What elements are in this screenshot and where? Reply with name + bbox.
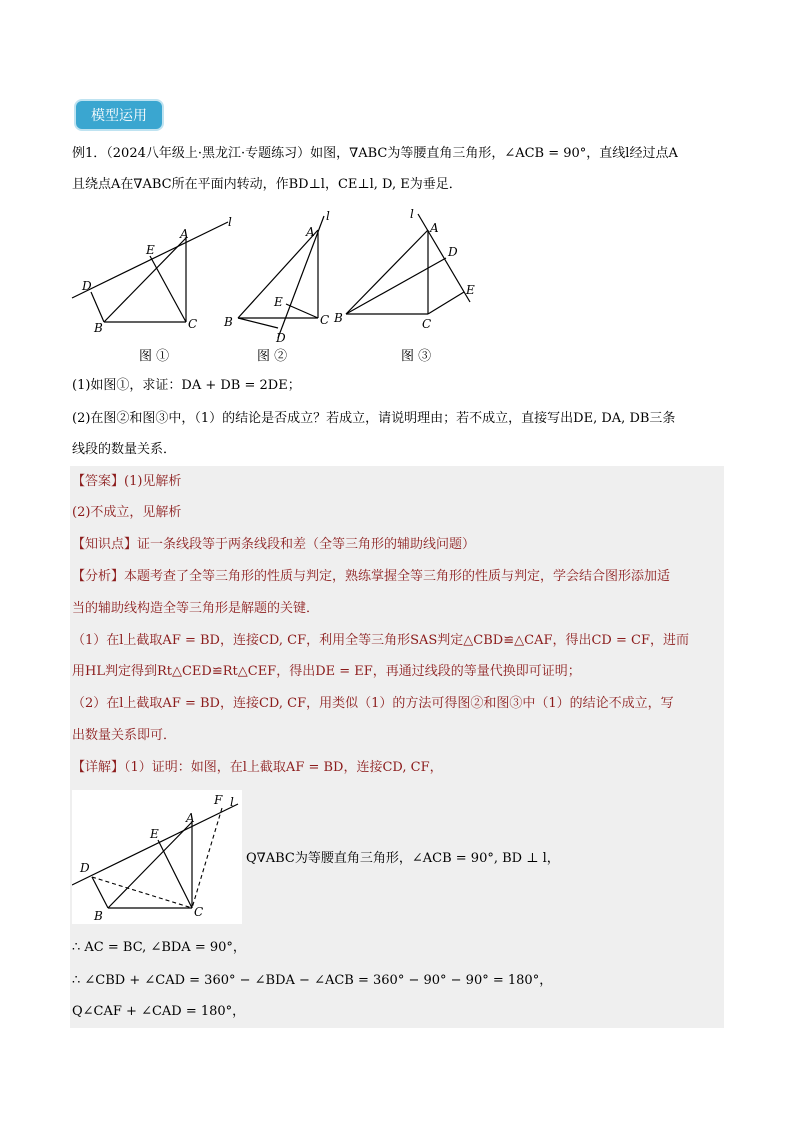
fig2-label-l: l [326, 209, 330, 223]
detail-label-D: D [80, 861, 90, 875]
detail-line-5: Q∠CAF + ∠CAD = 180°， [72, 1004, 246, 1019]
figure-2-caption: 图 ② [257, 349, 288, 364]
detail-line-4: ∴ ∠CBD + ∠CAD = 360° − ∠BDA − ∠ACB = 360° − 90° − 90° = 180°， [72, 973, 553, 988]
subquestion-1: (1)如图①，求证：DA + DB = 2DE； [72, 378, 301, 393]
detail-label-F: F [214, 793, 223, 807]
fig3-label-D: D [448, 245, 458, 259]
fig3-label-E: E [466, 283, 475, 297]
analysis-part1-line-1: （1）在l上截取AF = BD，连接CD, CF，利用全等三角形SAS判定△CBD≌△CAF，得出CD = CF，进而 [72, 633, 689, 648]
fig1-label-B: B [94, 321, 103, 335]
answer-line-1: 【答案】(1)见解析 [72, 474, 182, 489]
fig1-label-E: E [146, 243, 155, 257]
section-badge: 模型运用 [76, 101, 162, 129]
fig2-label-D: D [276, 331, 286, 345]
detail-line-2: Q∇ABC为等腰直角三角形，∠ACB = 90°, BD ⊥ l， [246, 851, 560, 866]
analysis-part2-line-2: 出数量关系即可． [72, 728, 177, 743]
fig3-label-A: A [430, 221, 439, 235]
fig2-label-A: A [306, 225, 315, 239]
subquestion-2-line-1: (2)在图②和图③中，（1）的结论是否成立？若成立，请说明理由；若不成立，直接写出DE, DA, DB三条 [72, 411, 676, 426]
analysis-part1-line-2: 用HL判定得到Rt△CED≌Rt△CEF，得出DE = EF，再通过线段的等量代换即可证明； [72, 664, 581, 679]
figure-1-caption: 图 ① [139, 349, 170, 364]
detail-line-3: ∴ AC = BC, ∠BDA = 90°， [72, 940, 246, 955]
figure-3 [332, 206, 492, 340]
fig2-label-B: B [224, 315, 233, 329]
analysis-line-1: 【分析】本题考查了全等三角形的性质与判定，熟练掌握全等三角形的性质与判定，学会结合图形添加适 [72, 569, 671, 584]
detail-label-B: B [94, 909, 103, 923]
fig1-label-C: C [188, 317, 198, 331]
fig1-label-D: D [82, 279, 92, 293]
figure-2 [220, 208, 340, 352]
subquestion-2-line-2: 线段的数量关系． [72, 442, 177, 457]
question-line-2: 且绕点A在∇ABC所在平面内转动，作BD⊥l，CE⊥l, D, E为垂足． [72, 177, 462, 192]
answer-line-2: (2)不成立，见解析 [72, 505, 182, 520]
detail-label-l: l [230, 795, 234, 809]
detail-label-C: C [194, 905, 204, 919]
figure-3-caption: 图 ③ [401, 349, 432, 364]
detail-line-1: 【详解】（1）证明：如图，在l上截取AF = BD，连接CD, CF， [72, 760, 443, 775]
analysis-part2-line-1: （2）在l上截取AF = BD，连接CD, CF，用类似（1）的方法可得图②和图③中（1）的结论不成立，写 [72, 696, 674, 711]
knowledge-point: 【知识点】证一条线段等于两条线段和差（全等三角形的辅助线问题） [72, 537, 476, 552]
fig1-label-A: A [180, 227, 189, 241]
detail-figure [72, 790, 242, 924]
fig2-label-E: E [274, 295, 283, 309]
detail-label-A: A [186, 811, 195, 825]
fig2-label-C: C [320, 313, 330, 327]
analysis-line-2: 当的辅助线构造全等三角形是解题的关键． [72, 601, 320, 616]
fig3-label-B: B [334, 311, 343, 325]
fig3-label-l: l [410, 207, 414, 221]
fig3-label-C: C [422, 317, 432, 331]
detail-label-E: E [150, 827, 159, 841]
fig1-label-l: l [228, 215, 232, 229]
question-line-1: 例1．（2024八年级上·黑龙江·专题练习）如图，∇ABC为等腰直角三角形，∠ACB = 90°，直线l经过点A [72, 146, 678, 161]
